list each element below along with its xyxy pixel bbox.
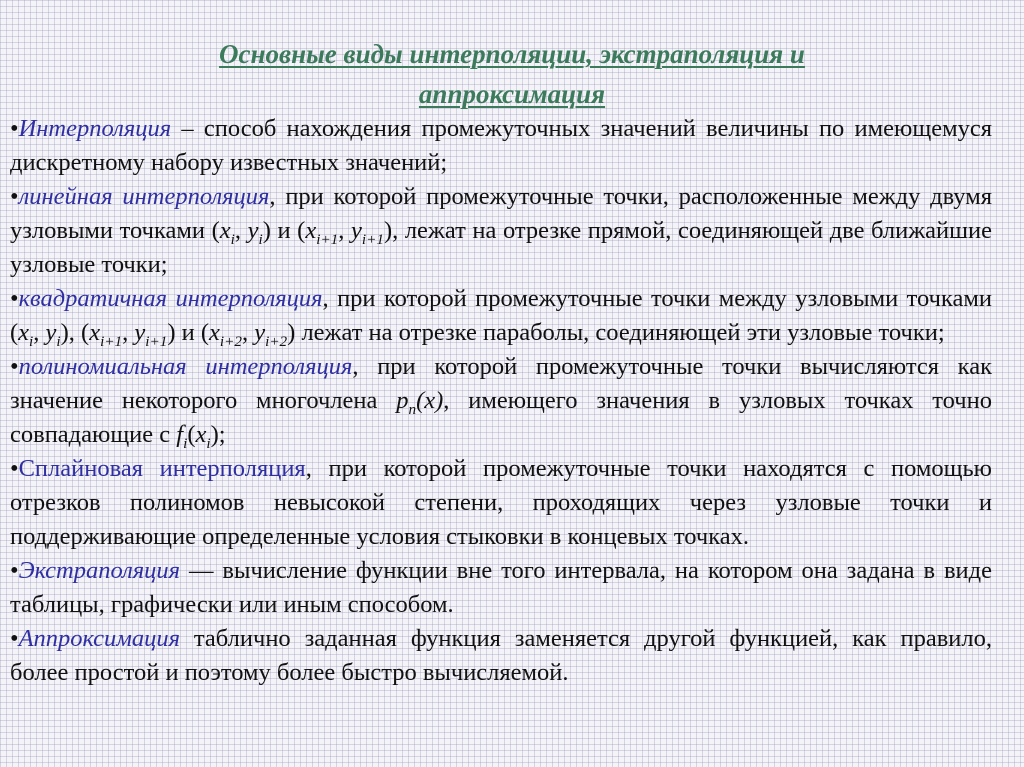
var-x-i: $x_i$ (18, 319, 34, 350)
list-item-linear-interpolation: •линейная интерполяция, при которой промежуточные точки, расположенные между двумя узловыми точками ($x_i$, $y_i$) и ($x_{i+1}$, $y_{i+1}$), лежат на отрезке прямой, соединяющей две ближайшие узловые точки; (10, 183, 993, 278)
bullet: • (10, 285, 19, 312)
title-line-1: Основные виды интерполяции, экстраполяция и (219, 39, 805, 69)
item-text: , при которой промежуточные точки между узловыми точками ( (10, 285, 992, 346)
list-item-extrapolation (10, 554, 992, 622)
bullet: • (10, 455, 19, 482)
item-text-mid: , имеющего значения в узловых точках точно совпадающие с (10, 387, 992, 448)
list-item-interpolation (10, 112, 992, 180)
item-text: — вычисление функции вне того интервала, на котором она задана в виде таблицы, графически или иным способом. (10, 557, 992, 618)
var-x-i1: $x_{i+1}$ (305, 217, 339, 248)
slide-title (60, 34, 964, 114)
bullet: • (10, 115, 19, 142)
list-item-polynomial-interpolation: •полиномиальная интерполяция, при которой промежуточные точки вычисляются как значение некоторого многочлена $p_n(x)$, имеющего значения в узловых точках точно совпадающие с $f_i(x_i)$; (10, 353, 992, 452)
var-y-i1: $y_{i+1}$ (134, 319, 168, 350)
item-text-end: ), лежат на отрезке прямой, соединяющей две ближайшие узловые точки; (10, 217, 993, 278)
bullet: • (10, 557, 19, 584)
var-y-i: $y_i$ (247, 217, 263, 248)
var-x-i: $x_i$ (195, 421, 211, 452)
bullet: • (10, 353, 19, 380)
content-list (10, 112, 992, 690)
term-quadratic-interpolation: квадратичная интерполяция (18, 285, 323, 312)
var-y-i: $y_i$ (45, 319, 61, 350)
var-fi: $f_i$ (176, 421, 188, 452)
item-text: , при которой промежуточные точки находятся с помощью отрезков полиномов невысокой степени, проходящих через узловые точки и поддерживающие определенные условия стыковки в концевых точках. (10, 455, 992, 550)
title-line-2: аппроксимация (418, 79, 606, 109)
list-item-approximation (10, 622, 992, 690)
term-extrapolation: Экстраполяция (18, 557, 181, 584)
item-text: таблично заданная функция заменяется другой функцией, как правило, более простой и поэтому более быстро вычисляемой. (10, 625, 992, 686)
var-y-i2: $y_{i+2}$ (254, 319, 288, 350)
item-text-end: ) лежат на отрезке параболы, соединяющей эти узловые точки; (287, 319, 945, 346)
var-x-i1: $x_{i+1}$ (89, 319, 123, 350)
var-pn: $p_n(x)$ (396, 387, 444, 418)
term-spline-interpolation: Сплайновая интерполяция (18, 455, 306, 482)
item-text: – способ нахождения промежуточных значений величины по имеющемуся дискретному набору известных значений; (10, 115, 992, 176)
list-item-spline-interpolation (10, 452, 992, 554)
item-text: , при которой промежуточные точки, расположенные между двумя узловыми точками ( (10, 183, 992, 244)
list-item-quadratic-interpolation: •квадратичная интерполяция, при которой промежуточные точки между узловыми точками ($x_i$, $y_i$), ($x_{i+1}$, $y_{i+1}$) и ($x_{i+2}$, $y_{i+2}$) лежат на отрезке параболы, соединяющей эти узловые точки; (10, 285, 992, 350)
term-approximation: Аппроксимация (18, 625, 180, 652)
var-x-i: $x_i$ (219, 217, 235, 248)
term-polynomial-interpolation: полиномиальная интерполяция (18, 353, 353, 380)
bullet: • (10, 625, 19, 652)
item-text: , при которой промежуточные точки вычисляются как значение некоторого многочлена (10, 353, 992, 414)
item-text-end: ); (210, 421, 226, 448)
term-interpolation: Интерполяция (18, 115, 172, 142)
term-linear-interpolation: линейная интерполяция (18, 183, 270, 210)
var-y-i1: $y_{i+1}$ (351, 217, 384, 248)
bullet: • (10, 183, 19, 210)
var-x-i2: $x_{i+2}$ (209, 319, 242, 350)
